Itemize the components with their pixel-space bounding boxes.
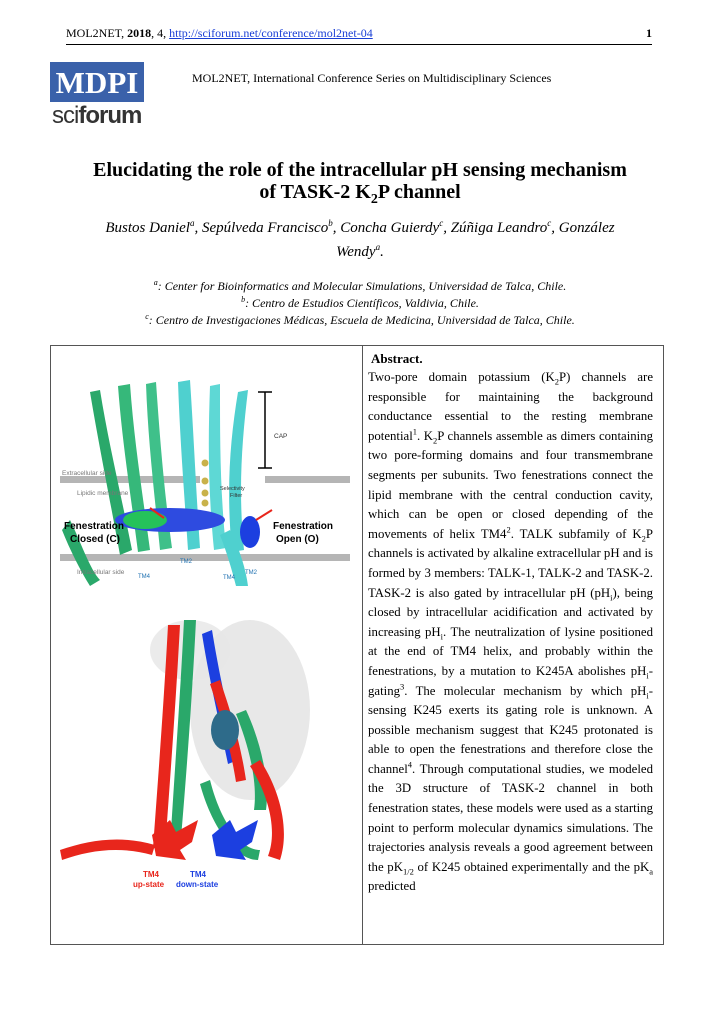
mdpi-logo-text: MDPI — [50, 62, 144, 102]
page-number: 1 — [646, 26, 652, 40]
fenestration-closed-label-2: Closed (C) — [70, 534, 120, 545]
abs-run: ), being closed by intracellular acidification and activated by increasing pH — [368, 585, 654, 639]
abs-run: . The molecular mechanism by which pH — [404, 683, 647, 698]
affil-text: : Centro de Estudios Científicos, Valdivia, Chile. — [245, 296, 479, 310]
fenestration-closed-label-1: Fenestration — [64, 521, 125, 532]
affiliation — [20, 276, 700, 293]
abs-run: . The neutralization of lysine positioned at the end of TM4 helix, and probably within the fenestrations, by a mutation to K245A abolishes pH — [368, 624, 653, 678]
abs-sub: 1/2 — [402, 866, 414, 877]
tm4-right-label: TM4 — [223, 575, 235, 581]
membrane-bar-top-right — [265, 476, 350, 483]
lipidic-label: Lipidic membrane — [77, 490, 129, 497]
abs-run: . TALK subfamily of K — [510, 526, 642, 541]
journal-name: MOL2NET, — [66, 26, 128, 40]
selectivity-label-1: Selectivity — [220, 486, 245, 492]
author-affil-mark: b — [328, 218, 333, 228]
journal-year: 2018 — [127, 26, 152, 40]
column-divider — [362, 345, 363, 944]
title-line-1: Elucidating the role of the intracellular pH sensing mechanism — [93, 159, 627, 181]
author-line-2 — [40, 238, 680, 262]
affil-mark: a — [153, 278, 158, 287]
author: , Zúñiga Leandro — [443, 220, 548, 236]
journal-volume: , 4, — [151, 26, 170, 40]
citation-ref: 1 — [412, 426, 418, 437]
title-post: P channel — [377, 181, 461, 203]
sciforum-logo-text — [52, 102, 141, 130]
ion — [202, 490, 209, 497]
abs-run: Two-pore domain potassium (K — [368, 370, 555, 384]
ion — [202, 460, 209, 467]
fenestration-open-label-1: Fenestration — [273, 521, 334, 532]
ion — [202, 478, 209, 485]
ion — [202, 500, 209, 507]
abs-sub: i — [610, 592, 613, 603]
abs-sub: i — [440, 631, 444, 642]
selectivity-label-2: Filter — [230, 493, 243, 499]
cap-label: CAP — [274, 433, 288, 440]
affil-mark: b — [241, 295, 246, 304]
abs-sub: a — [649, 866, 653, 877]
fenestration-closed-blob — [123, 511, 167, 529]
author-end: . — [380, 244, 384, 260]
title-sub: 2 — [370, 192, 378, 207]
tm2-left-label: TM2 — [180, 559, 192, 565]
citation-ref: 2 — [506, 524, 511, 535]
abstract-heading: Abstract. — [371, 351, 423, 366]
abs-run: P) channels are responsible for maintaining the background conductance essential to the resting membrane potential — [368, 370, 654, 443]
fenestration-open-label-2: Open (O) — [276, 534, 319, 545]
author: , Sepúlveda Francisco — [194, 220, 329, 236]
abs-run: . Through computational studies, we modeled the 3D structure of TASK-2 channel in both fenestration states, these models were used as a starting point to perform molecular dynamics simulations. The trajectories analysis reveals a good agreement between the pK — [368, 761, 653, 874]
membrane-bar-bottom — [60, 554, 350, 561]
abs-run: -gating — [368, 663, 653, 698]
title-line-2 — [40, 181, 680, 211]
abs-sub: 2 — [433, 435, 438, 446]
author: , Concha Guierdy — [332, 220, 440, 236]
abs-sub: 2 — [641, 533, 646, 544]
mdpi-sciforum-logo — [50, 62, 145, 132]
affil-text: : Centro de Investigaciones Médicas, Escuela de Medicina, Universidad de Talca, Chile. — [148, 313, 575, 327]
abs-run: -sensing K245 exerts its gating role is unknown. A possible mechanism suggest that K245 protonated is able to open the fenestrations and therefore close the channel — [368, 683, 653, 776]
abs-run: of K245 obtained experimentally and the pK — [413, 859, 650, 874]
intracellular-label: Intracellular side — [77, 569, 125, 576]
paper-title — [40, 159, 680, 211]
citation-ref: 4 — [407, 759, 413, 770]
title-pre: of TASK-2 K — [259, 181, 371, 203]
author-affil-mark: a — [375, 242, 381, 252]
sci-part: sci — [52, 102, 79, 129]
conference-series: MOL2NET, International Conference Series on Multidisciplinary Sciences — [192, 71, 552, 85]
header-citation — [66, 26, 373, 41]
fenestration-open-blob — [240, 516, 260, 548]
tm4-left-label: TM4 — [138, 574, 150, 580]
tm4-down-label-2: down-state — [176, 880, 219, 889]
author-affil-mark: c — [547, 218, 552, 228]
affiliation — [20, 293, 700, 310]
conference-link[interactable]: http://sciforum.net/conference/mol2net-04 — [169, 26, 373, 40]
abs-run: predicted — [368, 879, 416, 894]
author: , González — [551, 220, 615, 236]
bottom-structure — [60, 620, 310, 860]
extracellular-label: Extracellular side — [62, 470, 112, 477]
author-affil-mark: a — [189, 218, 195, 228]
abs-run: P channels assemble as dimers containing two pore-forming domains and four transmembrane segments per subunits. Two fenestrations connect the lipid membrane with the central conduction cavity, which can be open or closed depending of the movements of helix TM4 — [368, 428, 653, 541]
abs-sub: i — [646, 670, 649, 681]
abs-sub: 2 — [554, 376, 559, 387]
tm4-down-label-1: TM4 — [190, 870, 206, 879]
abs-sub: i — [646, 690, 649, 701]
forum-part: forum — [78, 102, 142, 129]
tm4-up-label-1: TM4 — [143, 870, 159, 879]
affiliations — [20, 276, 700, 327]
author-affil-mark: c — [439, 218, 444, 228]
affiliation — [20, 310, 700, 327]
abs-run: . K — [417, 428, 434, 443]
open-arrow — [256, 510, 272, 520]
author-line-1 — [40, 214, 680, 238]
cap-bracket — [258, 392, 272, 468]
tm2-right-label: TM2 — [245, 570, 257, 576]
affil-text: : Center for Bioinformatics and Molecular Simulations, Universidad de Talca, Chile. — [157, 279, 567, 293]
author: Bustos Daniel — [105, 220, 190, 236]
abstract-text — [368, 368, 653, 897]
abs-run: P channels is activated by alkaline extracellular pH and is formed by 3 members: TALK-1, TALK-2 and TASK-2. TASK-2 is also gated by intracellular pH (pH — [368, 526, 653, 600]
tm4-up-label-2: up-state — [133, 880, 165, 889]
citation-ref: 3 — [400, 681, 405, 692]
author: Wendy — [336, 244, 376, 260]
running-header — [66, 24, 652, 45]
protein-figure — [60, 380, 350, 930]
author-list — [40, 214, 680, 262]
affil-mark: c — [145, 312, 149, 321]
